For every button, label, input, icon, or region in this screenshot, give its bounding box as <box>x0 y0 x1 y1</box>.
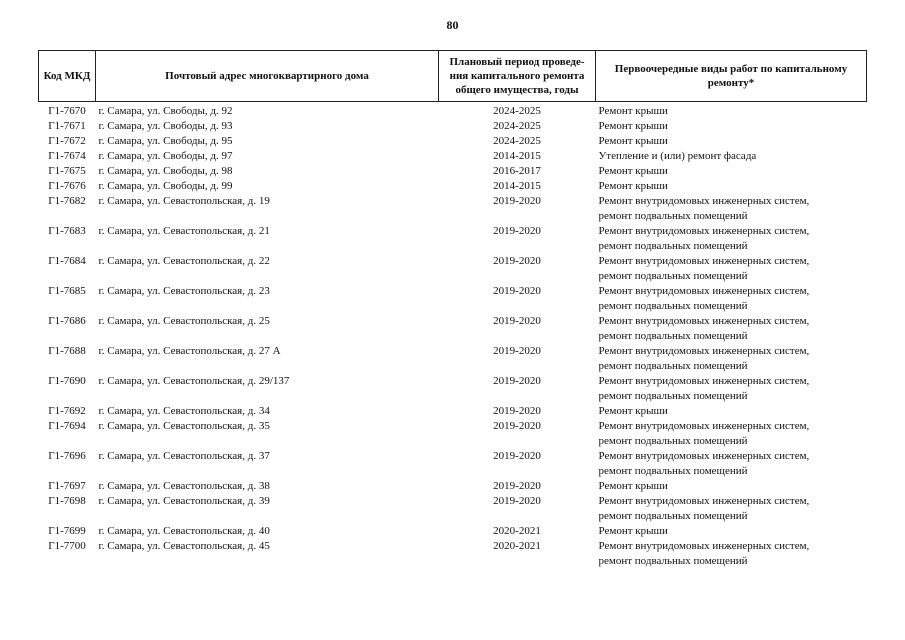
table-row <box>39 404 867 419</box>
works-cell <box>596 419 867 449</box>
mkd-code-cell: Г1-7700 <box>48 540 86 552</box>
period-cell: 2019-2020 <box>493 495 541 507</box>
works-line: ремонт подвальных помещений <box>598 210 748 222</box>
address-cell: г. Самара, ул. Севастопольская, д. 45 <box>98 540 270 552</box>
mkd-code-cell: Г1-7699 <box>48 525 86 537</box>
table-row <box>39 119 867 134</box>
works-line: Ремонт крыши <box>598 120 668 132</box>
works-line: Ремонт крыши <box>598 525 668 537</box>
mkd-code-cell: Г1-7675 <box>48 165 86 177</box>
works-cell <box>596 254 867 284</box>
mkd-code-cell: Г1-7692 <box>48 405 86 417</box>
mkd-code-cell: Г1-7690 <box>48 375 86 387</box>
works-cell <box>596 539 867 569</box>
period-cell: 2019-2020 <box>493 345 541 357</box>
works-line: ремонт подвальных помещений <box>598 465 748 477</box>
address-cell: г. Самара, ул. Свободы, д. 99 <box>98 180 233 192</box>
table-row <box>39 344 867 374</box>
works-line: ремонт подвальных помещений <box>598 330 748 342</box>
works-line: Ремонт внутридомовых инженерных систем, <box>598 345 810 357</box>
works-cell <box>596 102 867 120</box>
works-cell <box>596 494 867 524</box>
address-cell: г. Самара, ул. Севастопольская, д. 19 <box>98 195 270 207</box>
period-cell: 2019-2020 <box>493 255 541 267</box>
period-cell: 2019-2020 <box>493 195 541 207</box>
period-cell: 2020-2021 <box>493 525 541 537</box>
works-cell <box>596 524 867 539</box>
works-cell <box>596 119 867 134</box>
works-line: Ремонт внутридомовых инженерных систем, <box>598 255 810 267</box>
works-line: Ремонт внутридомовых инженерных систем, <box>598 420 810 432</box>
works-cell <box>596 224 867 254</box>
period-cell: 2019-2020 <box>493 480 541 492</box>
works-line: ремонт подвальных помещений <box>598 555 748 567</box>
address-cell: г. Самара, ул. Севастопольская, д. 22 <box>98 255 270 267</box>
table-row <box>39 419 867 449</box>
mkd-code-cell: Г1-7671 <box>48 120 86 132</box>
works-cell <box>596 194 867 224</box>
header-address: Почтовый адрес многоквартирного дома <box>96 51 439 102</box>
address-cell: г. Самара, ул. Севастопольская, д. 39 <box>98 495 270 507</box>
table-row <box>39 102 867 120</box>
works-line: Ремонт внутридомовых инженерных систем, <box>598 495 810 507</box>
address-cell: г. Самара, ул. Севастопольская, д. 34 <box>98 405 270 417</box>
address-cell: г. Самара, ул. Севастопольская, д. 27 А <box>98 345 281 357</box>
table-row <box>39 224 867 254</box>
works-cell <box>596 284 867 314</box>
works-cell <box>596 404 867 419</box>
mkd-code-cell: Г1-7685 <box>48 285 86 297</box>
address-cell: г. Самара, ул. Свободы, д. 95 <box>98 135 233 147</box>
table-row <box>39 479 867 494</box>
works-line: Ремонт внутридомовых инженерных систем, <box>598 195 810 207</box>
works-cell <box>596 134 867 149</box>
period-cell: 2019-2020 <box>493 420 541 432</box>
works-cell <box>596 479 867 494</box>
period-cell: 2024-2025 <box>493 135 541 147</box>
mkd-code-cell: Г1-7696 <box>48 450 86 462</box>
works-line: ремонт подвальных помещений <box>598 390 748 402</box>
works-line: ремонт подвальных помещений <box>598 360 748 372</box>
mkd-code-cell: Г1-7684 <box>48 255 86 267</box>
address-cell: г. Самара, ул. Севастопольская, д. 38 <box>98 480 270 492</box>
address-cell: г. Самара, ул. Севастопольская, д. 25 <box>98 315 270 327</box>
mkd-code-cell: Г1-7674 <box>48 150 86 162</box>
address-cell: г. Самара, ул. Севастопольская, д. 35 <box>98 420 270 432</box>
works-cell <box>596 149 867 164</box>
works-line: Ремонт внутридомовых инженерных систем, <box>598 450 810 462</box>
period-cell: 2016-2017 <box>493 165 541 177</box>
table-row <box>39 134 867 149</box>
works-line: Ремонт внутридомовых инженерных систем, <box>598 285 810 297</box>
works-line: ремонт подвальных помещений <box>598 510 748 522</box>
period-cell: 2019-2020 <box>493 375 541 387</box>
works-line: Ремонт внутридомовых инженерных систем, <box>598 375 810 387</box>
header-period: Плановый период проведе-ния капитального ремонта общего имущества, годы <box>439 51 596 102</box>
address-cell: г. Самара, ул. Свободы, д. 97 <box>98 150 233 162</box>
period-cell: 2014-2015 <box>493 150 541 162</box>
table-header <box>39 51 867 102</box>
mkd-code-cell: Г1-7697 <box>48 480 86 492</box>
period-cell: 2019-2020 <box>493 315 541 327</box>
works-cell <box>596 164 867 179</box>
registry-table <box>38 50 867 569</box>
works-cell <box>596 374 867 404</box>
table-row <box>39 539 867 569</box>
address-cell: г. Самара, ул. Свободы, д. 93 <box>98 120 233 132</box>
mkd-code-cell: Г1-7698 <box>48 495 86 507</box>
table-row <box>39 494 867 524</box>
works-cell <box>596 449 867 479</box>
mkd-code-cell: Г1-7686 <box>48 315 86 327</box>
period-cell: 2020-2021 <box>493 540 541 552</box>
mkd-code-cell: Г1-7676 <box>48 180 86 192</box>
header-code: Код МКД <box>39 51 96 102</box>
table-row <box>39 524 867 539</box>
period-cell: 2019-2020 <box>493 225 541 237</box>
works-line: Ремонт крыши <box>598 135 668 147</box>
address-cell: г. Самара, ул. Свободы, д. 92 <box>98 105 233 117</box>
address-cell: г. Самара, ул. Свободы, д. 98 <box>98 165 233 177</box>
table-row <box>39 149 867 164</box>
works-line: Ремонт внутридомовых инженерных систем, <box>598 315 810 327</box>
table-row <box>39 314 867 344</box>
table-row <box>39 254 867 284</box>
address-cell: г. Самара, ул. Севастопольская, д. 37 <box>98 450 270 462</box>
works-line: ремонт подвальных помещений <box>598 240 748 252</box>
period-cell: 2024-2025 <box>493 105 541 117</box>
period-cell: 2014-2015 <box>493 180 541 192</box>
table-row <box>39 194 867 224</box>
works-line: Ремонт внутридомовых инженерных систем, <box>598 540 810 552</box>
works-line: Ремонт крыши <box>598 480 668 492</box>
works-line: Ремонт крыши <box>598 105 668 117</box>
page-number: 80 <box>446 18 459 32</box>
mkd-code-cell: Г1-7682 <box>48 195 86 207</box>
period-cell: 2019-2020 <box>493 450 541 462</box>
table-body <box>39 102 867 570</box>
works-line: Ремонт крыши <box>598 165 668 177</box>
table-row <box>39 164 867 179</box>
works-line: ремонт подвальных помещений <box>598 435 748 447</box>
mkd-code-cell: Г1-7688 <box>48 345 86 357</box>
mkd-code-cell: Г1-7683 <box>48 225 86 237</box>
works-line: Утепление и (или) ремонт фасада <box>598 150 757 162</box>
address-cell: г. Самара, ул. Севастопольская, д. 40 <box>98 525 270 537</box>
works-cell <box>596 314 867 344</box>
works-cell <box>596 344 867 374</box>
mkd-code-cell: Г1-7670 <box>48 105 86 117</box>
works-line: Ремонт крыши <box>598 180 668 192</box>
table-row <box>39 284 867 314</box>
address-cell: г. Самара, ул. Севастопольская, д. 21 <box>98 225 270 237</box>
header-works: Первоочередные виды работ по капитальному ремонту* <box>596 51 867 102</box>
table-row <box>39 449 867 479</box>
table-row <box>39 179 867 194</box>
works-line: ремонт подвальных помещений <box>598 300 748 312</box>
period-cell: 2024-2025 <box>493 120 541 132</box>
table-row <box>39 374 867 404</box>
mkd-code-cell: Г1-7672 <box>48 135 86 147</box>
works-line: ремонт подвальных помещений <box>598 270 748 282</box>
mkd-code-cell: Г1-7694 <box>48 420 86 432</box>
period-cell: 2019-2020 <box>493 405 541 417</box>
works-line: Ремонт внутридомовых инженерных систем, <box>598 225 810 237</box>
works-cell <box>596 179 867 194</box>
address-cell: г. Самара, ул. Севастопольская, д. 23 <box>98 285 270 297</box>
address-cell: г. Самара, ул. Севастопольская, д. 29/137 <box>98 375 290 387</box>
period-cell: 2019-2020 <box>493 285 541 297</box>
works-line: Ремонт крыши <box>598 405 668 417</box>
header-row <box>39 51 867 102</box>
